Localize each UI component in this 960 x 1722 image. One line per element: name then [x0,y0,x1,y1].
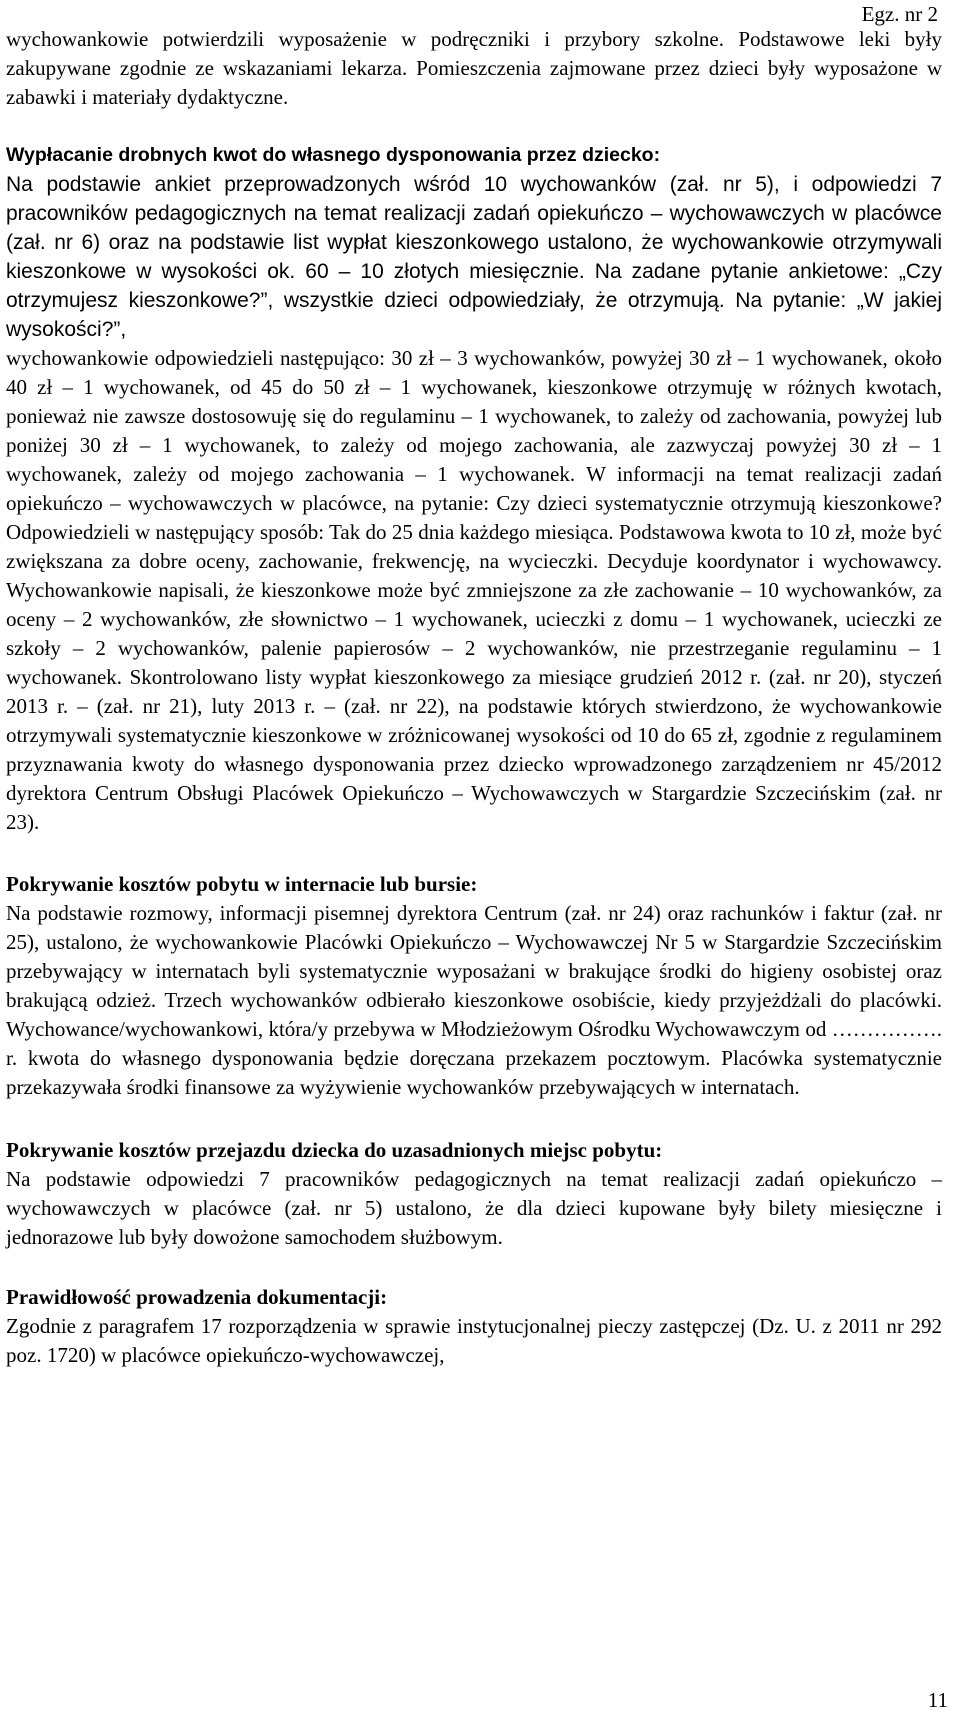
document-body [6,25,942,1370]
copy-number: Egz. nr 2 [861,2,938,26]
spacer [6,112,942,141]
spacer [6,1102,942,1136]
pocket-money-survey-paragraph: Na podstawie ankiet przeprowadzonych wśród 10 wychowanków (zał. nr 5), i odpowiedzi 7 pracowników pedagogicznych na temat realizacji zadań opiekuńczo – wychowawczych w placówce (zał. nr 6) oraz na podstawie list wypłat kieszonkowego ustalono, że wychowankowie otrzymywali kieszonkowe w wysokości ok. 60 – 10 złotych miesięcznie. Na zadane pytanie ankietowe: „Czy otrzymujesz kieszonkowe?”, wszystkie dzieci odpowiedziały, że otrzymują. Na pytanie: „W jakiej wysokości?”, [6,173,942,341]
documentation-paragraph: Zgodnie z paragrafem 17 rozporządzenia w sprawie instytucjonalnej pieczy zastępczej (Dz. U. z 2011 nr 292 poz. 1720) w placówce opiekuńczo-wychowawczej, [6,1314,942,1367]
heading-documentation: Prawidłowość prowadzenia dokumentacji: [6,1285,388,1309]
spacer [6,1252,942,1283]
heading-boarding-costs: Pokrywanie kosztów pobytu w internacie lub bursie: [6,872,478,896]
pocket-money-findings-paragraph: wychowankowie odpowiedzieli następująco: 30 zł – 3 wychowanków, powyżej 30 zł – 1 wychowanek, około 40 zł – 1 wychowanek, od 45 do 50 zł – 1 wychowanek, kieszonkowe otrzymuję w różnych kwotach, ponieważ nie zawsze dostosowuję się do regulaminu – 1 wychowanek, to zależy od zachowania, powyżej lub poniżej 30 zł – 1 wychowanek, to zależy od mojego zachowania, ale zazwyczaj powyżej 30 zł – 1 wychowanek, zależy od mojego zachowania – 1 wychowanek. W informacji na temat realizacji zadań opiekuńczo – wychowawczych w placówce, na pytanie: Czy dzieci systematycznie otrzymują kieszonkowe? Odpowiedzieli w następujący sposób: Tak do 25 dnia każdego miesiąca. Podstawowa kwota to 10 zł, może być zwiększana za dobre oceny, zachowanie, frekwencję, na wycieczki. Decyduje koordynator i wychowawcy. Wychowankowie napisali, że kieszonkowe może być zmniejszone za złe zachowanie – 10 wychowanków, za oceny – 2 wychowanków, złe słownictwo – 1 wychowanek, ucieczki z domu – 1 wychowanek, ucieczki ze szkoły – 2 wychowanków, palenie papierosów – 2 wychowanków, nie przestrzeganie regulaminu – 1 wychowanek. Skontrolowano listy wypłat kieszonkowego za miesiące grudzień 2012 r. (zał. nr 20), styczeń 2013 r. – (zał. nr 21), luty 2013 r. – (zał. nr 22), na podstawie których stwierdzono, że wychowankowie otrzymywali systematycznie kieszonkowe w zróżnicowanej wysokości od 10 do 65 zł, zgodnie z regulaminem przyznawania kwoty do własnego dysponowania przez dziecko wprowadzonego zarządzeniem nr 45/2012 dyrektora Centrum Obsługi Placówek Opiekuńczo – Wychowawczych w Stargardzie Szczecińskim (zał. nr 23). [6,346,942,834]
heading-pocket-money: Wypłacanie drobnych kwot do własnego dysponowania przez dziecko: [6,144,661,166]
heading-travel-costs: Pokrywanie kosztów przejazdu dziecka do uzasadnionych miejsc pobytu: [6,1138,663,1162]
page-number: 11 [927,1688,948,1712]
boarding-costs-paragraph: Na podstawie rozmowy, informacji pisemnej dyrektora Centrum (zał. nr 24) oraz rachunków i faktur (zał. nr 25), ustalono, że wychowankowie Placówki Opiekuńczo – Wychowawczej Nr 5 w Stargardzie Szczecińskim przebywający w internatach byli systematycznie wyposażani w brakujące środki do higieny osobistej oraz brakującą odzież. Trzech wychowanków odbierało kieszonkowe osobiście, kiedy przyjeżdżali do placówki. Wychowance/wychowankowi, która/y przebywa w Młodzieżowym Ośrodku Wychowawczym od ……………. r. kwota do własnego dysponowania będzie doręczana przekazem pocztowym. Placówka systematycznie przekazywała środki finansowe za wyżywienie wychowanków przebywających w internatach. [6,901,942,1099]
spacer [6,837,942,870]
intro-paragraph: wychowankowie potwierdzili wyposażenie w podręczniki i przybory szkolne. Podstawowe leki były zakupywane zgodnie ze wskazaniami lekarza. Pomieszczenia zajmowane przez dzieci były wyposażone w zabawki i materiały dydaktyczne. [6,27,942,109]
travel-costs-paragraph: Na podstawie odpowiedzi 7 pracowników pedagogicznych na temat realizacji zadań opiekuńczo – wychowawczych w placówce (zał. nr 5) ustalono, że dla dzieci kupowane były bilety miesięczne i jednorazowe lub były dowożone samochodem służbowym. [6,1167,942,1249]
